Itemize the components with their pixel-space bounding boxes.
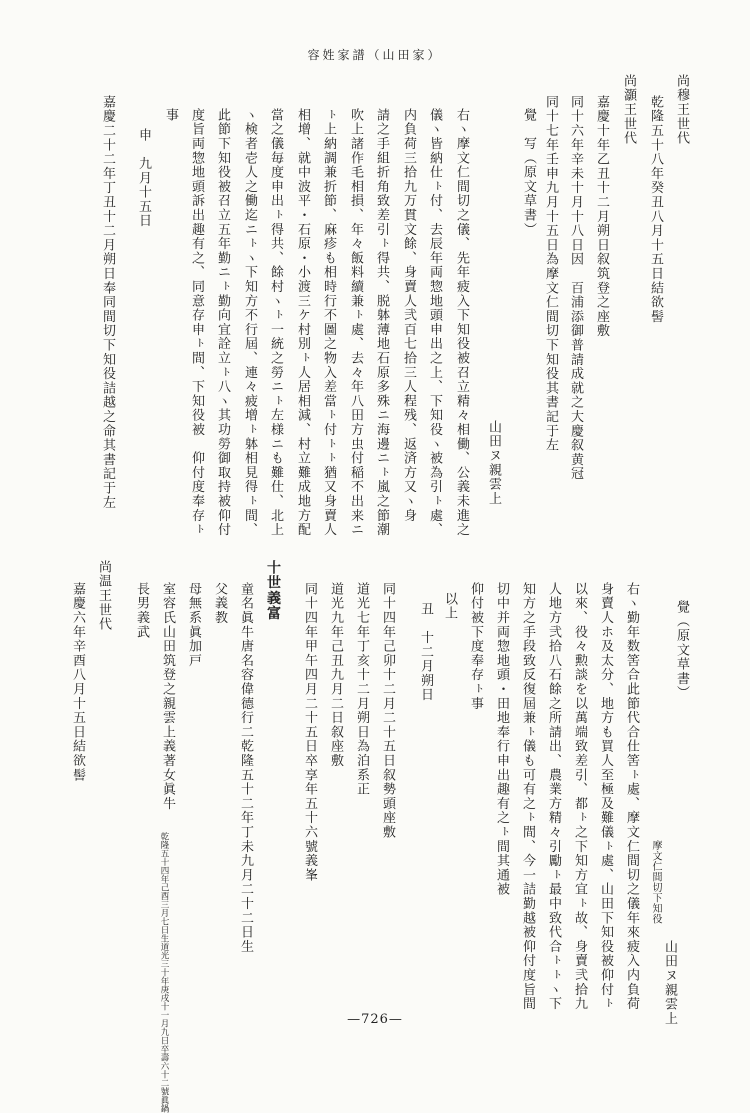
text-column: 嘉慶二十二年丁丑十二月朔日奉同間切下知役詰越之命其書記于左 xyxy=(100,95,115,510)
text-column: ヽ検者壱人之働迄ニㇳヽ下知方不行屆、連々疲增ㇳ躰相見得ㇳ間、 xyxy=(242,108,257,537)
document-title: 覺 写（原文草書） xyxy=(521,108,536,237)
page-number: —726— xyxy=(347,1012,403,1027)
text-column: 嘉慶六年辛酉八月十五日結欲髻 xyxy=(70,582,85,783)
page-header: 容姓家譜（山田家） xyxy=(307,48,443,62)
author-name: 山田ヌ親雲上 xyxy=(486,420,501,506)
text-column: 以上 xyxy=(442,592,457,621)
date-line: 申 九月十五日 xyxy=(136,128,151,229)
text-column: 尚穆王世代 xyxy=(674,74,689,146)
text-column: 以來、役々勲談を以萬端致差引、都ㇳ之下知方宜ㇳ故、身賣弐拾九 xyxy=(572,582,587,1011)
text-column: 事 xyxy=(163,108,178,123)
text-column: 身賣人ホ及太分、地方も買人至極及難儀ㇳ處、山田下知役被仰付ㇳ xyxy=(598,582,613,1011)
generation-heading: 十世義富 xyxy=(265,560,281,622)
date-line: 丑 十二月朔日 xyxy=(418,602,433,703)
text-column: 童名眞牛唐名容偉德行二乾隆五十二年丁未九月二十二日生 xyxy=(238,582,253,954)
text-column: 切中并両惣地頭・田地奉行申出趣有之ㇳ間其通被 xyxy=(494,582,509,897)
text-column: 尚灝王世代 xyxy=(621,74,636,146)
text-column: 知方之手段致反復屆兼ㇳ儀も可有之ㇳ間、今一詰勤越被仰付度旨間 xyxy=(520,582,535,1011)
text-column: 度旨両惣地頭訴出趣有之、同意存申ㇳ間、下知役被 仰付度奉存ㇳ xyxy=(189,108,204,537)
document-title: 覺（原文草書） xyxy=(674,600,689,701)
text-column: 父義教 xyxy=(212,582,227,625)
text-column: 尚温王世代 xyxy=(96,560,111,632)
text-column: 長男義武 xyxy=(134,582,149,640)
text-column: 右ヽ摩文仁間切之儀、先年疲入下知役被召立精々相働、公義未進之 xyxy=(454,108,469,537)
text-column: 道光七年丁亥十二月朔日為泊系正 xyxy=(354,582,369,797)
text-column: 人地方弐拾八石餘之所請出、農業方精々引勵ㇳ最中致代合ㇳㇳヽ下 xyxy=(546,582,561,1011)
annotation-note: 乾隆五十四年己酉三月七日生道光三十年庚戌十一月九日卒壽六十二號眞鍋 xyxy=(159,832,169,1113)
text-column: 嘉慶十年乙丑十二月朔日叙筑登之座敷 xyxy=(594,95,609,339)
text-column: 室容氏山田筑登之親雲上義著女眞牛 xyxy=(160,582,175,811)
text-column: 請之手組折角致差引ㇳ得共、脱躰薄地石原多殊ニ海邊ニㇳ嵐之節潮 xyxy=(374,108,389,537)
text-column: 同十七年壬申九月十五日為摩文仁間切下知役其書記于左 xyxy=(543,95,558,453)
text-column: 同十六年辛未十月十八日因 百浦添御普請成就之大慶叙黄冠 xyxy=(568,95,583,482)
text-column: 道光九年己丑九月二日叙座敷 xyxy=(328,582,343,768)
text-column: ㇳ上納調兼折節、麻疹も相時行不圖之物入差當ㇳ付ㇳㇳ猶又身賣人 xyxy=(321,108,336,537)
text-column: 儀ヽ皆納仕ㇳ付、去辰年両惣地頭申出之上、下知役ヽ被為引ㇳ處、 xyxy=(427,108,442,537)
text-column: 吹上諸作毛相損、年々飯料續兼ㇳ處、去々年八田方虫付稲不出来ニ xyxy=(348,108,363,537)
text-column: 當之儀毎度申出ㇳ得共、餘村ヽㇳ一統之勞ニㇳ左様ニも難仕、北上 xyxy=(268,108,283,537)
text-column: 同十四年甲午四月二十五日卒享年五十六號義峯 xyxy=(302,582,317,883)
text-column: 相增、就中波平・石原・小渡三ケ村別ㇳ人居相減、村立難成地方配 xyxy=(295,108,310,537)
author-title: 摩文仁間切下知役 xyxy=(650,840,661,924)
text-column: 右ヽ勤年数筈合此節代合仕筈ㇳ處、摩文仁間切之儀年來疲入内負荷 xyxy=(624,582,639,1011)
text-column: 乾隆五十八年癸丑八月十五日結欲髻 xyxy=(648,95,663,324)
text-column: 仰付被下度奉存ㇳ事 xyxy=(468,582,483,711)
text-column: 母無系眞加戸 xyxy=(186,582,201,668)
text-column: 此節下知役被召立五年勤ニㇳ勤向宜詮立ㇳ八ヽ其功勞御取持被仰付 xyxy=(215,108,230,537)
text-column: 同十四年己卯十二月二十五日叙勢頭座敷 xyxy=(380,582,395,840)
text-column: 内負荷三拾九万貫文餘、身賣人弐百七拾三人程残、返済方又ヽ身 xyxy=(401,108,416,523)
author-name: 山田ヌ親雲上 xyxy=(662,940,677,1026)
